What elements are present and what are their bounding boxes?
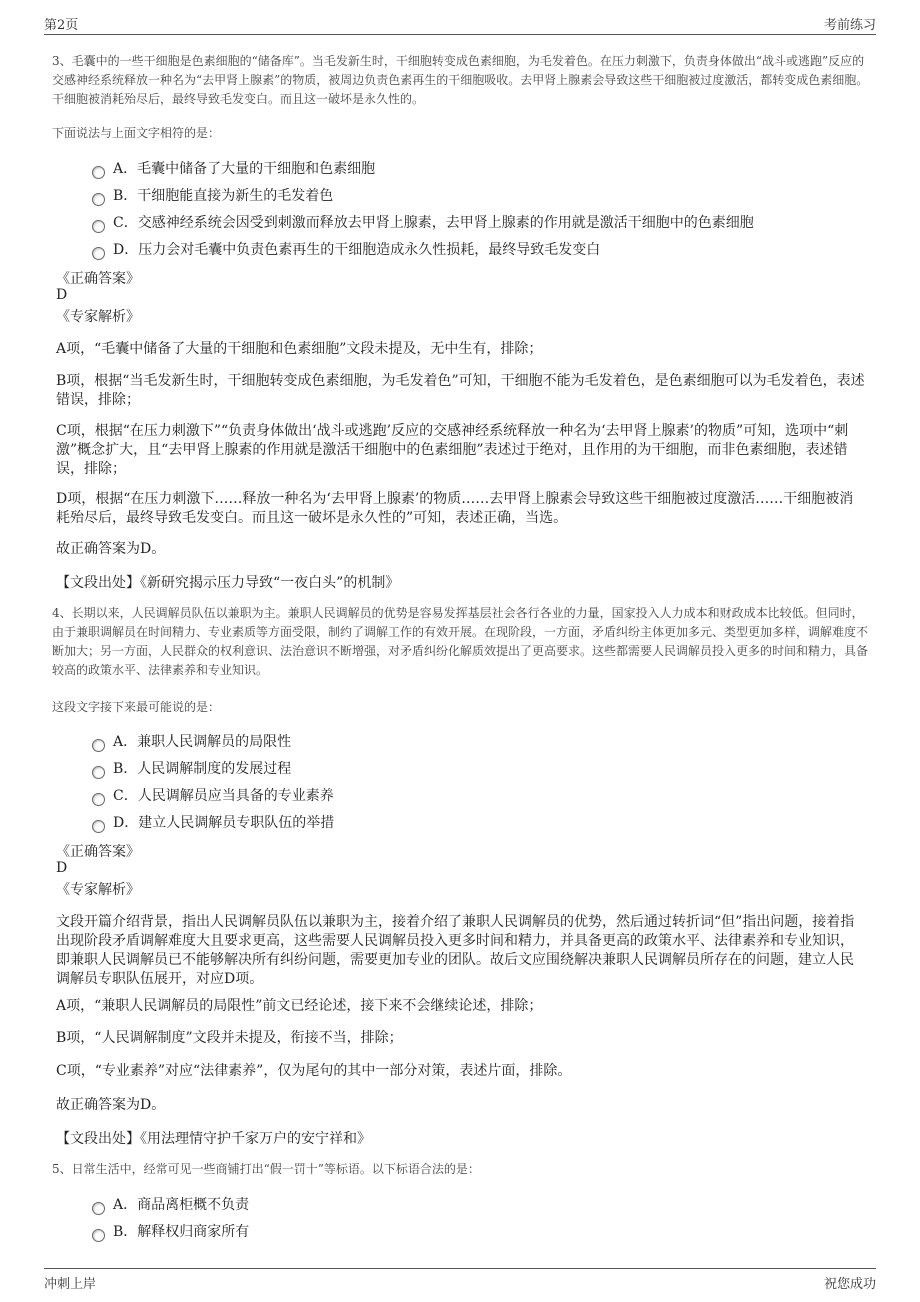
- option-label: C．人民调解员应当具备的专业素养: [113, 788, 334, 804]
- radio-icon[interactable]: [92, 739, 105, 752]
- q3-answer-label: 《正确答案》: [56, 271, 140, 287]
- option-label: D．压力会对毛囊中负责色素再生的干细胞造成永久性损耗，最终导致毛发变白: [113, 242, 601, 258]
- question-4-prompt: 这段文字接下来最可能说的是：: [52, 700, 221, 714]
- option-label: C．交感神经系统会因受到刺激而释放去甲肾上腺素，去甲肾上腺素的作用就是激活干细胞中的色素细胞: [113, 215, 754, 231]
- q3-answer: D: [56, 287, 68, 303]
- q4-option-d[interactable]: [92, 812, 334, 832]
- q4-option-a[interactable]: [92, 731, 291, 751]
- footer-right: 祝您成功: [823, 1277, 876, 1292]
- radio-icon[interactable]: [92, 193, 105, 206]
- q4-answer-label: 《正确答案》: [56, 844, 140, 860]
- question-3-prompt: 下面说法与上面文字相符的是：: [52, 126, 221, 140]
- question-3-text: 3、毛囊中的一些干细胞是色素细胞的“储备库”。当毛发新生时，干细胞转变成色素细胞，为毛发着色。在压力刺激下，负责身体做出“战斗或逃跑”反应的交感神经系统释放一种名为“去甲肾上腺素”的物质，被周边负责色素再生的干细胞吸收。去甲肾上腺素会导致这些干细胞被过度激活，都转变成色素细胞。干细胞被消耗殆尽后，最终导致毛发变白。而且这一破坏是永久性的。: [52, 54, 869, 106]
- question-5-text: 5、日常生活中，经常可见一些商铺打出“假一罚十”等标语。以下标语合法的是：: [52, 1162, 480, 1176]
- radio-icon[interactable]: [92, 1202, 105, 1215]
- q3-option-c[interactable]: [92, 212, 754, 232]
- q4-answer: D: [56, 860, 68, 876]
- radio-icon[interactable]: [92, 220, 105, 233]
- page-number: 第2页: [44, 18, 79, 33]
- page-footer: [44, 1268, 876, 1293]
- q4-analysis-b: B项，“人民调解制度”文段并未提及，衔接不当，排除；: [56, 1030, 403, 1046]
- option-label: A．兼职人民调解员的局限性: [113, 734, 292, 750]
- option-label: B．干细胞能直接为新生的毛发着色: [113, 188, 334, 204]
- q5-option-a[interactable]: [92, 1194, 249, 1214]
- q4-option-c[interactable]: [92, 785, 334, 805]
- footer-left: 冲刺上岸: [44, 1277, 97, 1292]
- q4-analysis-main: 文段开篇介绍背景，指出人民调解员队伍以兼职为主，接着介绍了兼职人民调解员的优势，然后通过转折词“但”指出问题，接着指出现阶段矛盾调解难度大且要求更高，这些需要人民调解员投入更多时间和精力，并具备更高的政策水平、法律素养和专业知识，即兼职人民调解员已不能够解决所有纠纷问题，需要更加专业的团队。故后文应围绕解决兼职人民调解员所存在的问题，建立人民调解员专职队伍展开，对应D项。: [56, 914, 855, 987]
- option-label: D．建立人民调解员专职队伍的举措: [113, 815, 335, 831]
- q3-analysis-label: 《专家解析》: [56, 309, 140, 325]
- option-label: A．商品离柜概不负责: [113, 1197, 250, 1213]
- q4-conclusion: 故正确答案为D。: [56, 1097, 166, 1113]
- q3-conclusion: 故正确答案为D。: [56, 541, 166, 557]
- q4-analysis-c: C项，“专业素养”对应“法律素养”，仅为尾句的其中一部分对策，表述片面，排除。: [56, 1063, 572, 1079]
- q5-option-b[interactable]: [92, 1221, 249, 1241]
- q3-analysis-b: B项，根据“当毛发新生时，干细胞转变成色素细胞，为毛发着色”可知，干细胞不能为毛发着色，是色素细胞可以为毛发着色，表述错误，排除；: [56, 373, 865, 408]
- option-label: A．毛囊中储备了大量的干细胞和色素细胞: [113, 161, 376, 177]
- radio-icon[interactable]: [92, 820, 105, 833]
- radio-icon[interactable]: [92, 766, 105, 779]
- radio-icon[interactable]: [92, 1229, 105, 1242]
- q3-analysis-d: D项，根据“在压力刺激下……释放一种名为‘去甲肾上腺素’的物质……去甲肾上腺素会导致这些干细胞被过度激活……干细胞被消耗殆尽后，最终导致毛发变白。而且这一破坏是永久性的”可知，表述正确，当选。: [56, 491, 854, 526]
- q4-option-b[interactable]: [92, 758, 291, 778]
- q3-option-d[interactable]: [92, 239, 600, 259]
- option-label: B．人民调解制度的发展过程: [113, 761, 292, 777]
- q3-analysis-c: C项，根据“在压力刺激下”“负责身体做出‘战斗或逃跑’反应的交感神经系统释放一种名为‘去甲肾上腺素’的物质”可知，选项中“刺激”概念扩大，且“去甲肾上腺素的作用就是激活干细胞中的色素细胞”表述过于绝对，且作用的为干细胞，而非色素细胞，表述错误，排除；: [56, 423, 849, 477]
- header-title: 考前练习: [823, 18, 876, 33]
- page-header: [44, 14, 876, 35]
- q3-option-a[interactable]: [92, 158, 375, 178]
- q4-analysis-a: A项，“兼职人民调解员的局限性”前文已经论述，接下来不会继续论述，排除；: [56, 998, 543, 1014]
- q3-analysis-a: A项，“毛囊中储备了大量的干细胞和色素细胞”文段未提及，无中生有，排除；: [56, 341, 543, 357]
- radio-icon[interactable]: [92, 247, 105, 260]
- question-4-text: 4、长期以来，人民调解员队伍以兼职为主。兼职人民调解员的优势是容易发挥基层社会各行各业的力量，国家投入人力成本和财政成本比较低。但同时，由于兼职调解员在时间精力、专业素质等方面受限，制约了调解工作的有效开展。在现阶段，一方面，矛盾纠纷主体更加多元、类型更加多样，调解难度不断加大；另一方面，人民群众的权利意识、法治意识不断增强，对矛盾纠纷化解质效提出了更高要求。这些都需要人民调解员投入更多的时间和精力，具备较高的政策水平、法律素养和专业知识。: [52, 606, 869, 677]
- option-label: B．解释权归商家所有: [113, 1224, 250, 1240]
- q4-source: 【文段出处】《用法理情守护千家万户的安宁祥和》: [56, 1131, 371, 1147]
- radio-icon[interactable]: [92, 793, 105, 806]
- q3-option-b[interactable]: [92, 185, 333, 205]
- radio-icon[interactable]: [92, 166, 105, 179]
- q4-analysis-label: 《专家解析》: [56, 882, 140, 898]
- q3-source: 【文段出处】《新研究揭示压力导致“一夜白头”的机制》: [56, 575, 400, 591]
